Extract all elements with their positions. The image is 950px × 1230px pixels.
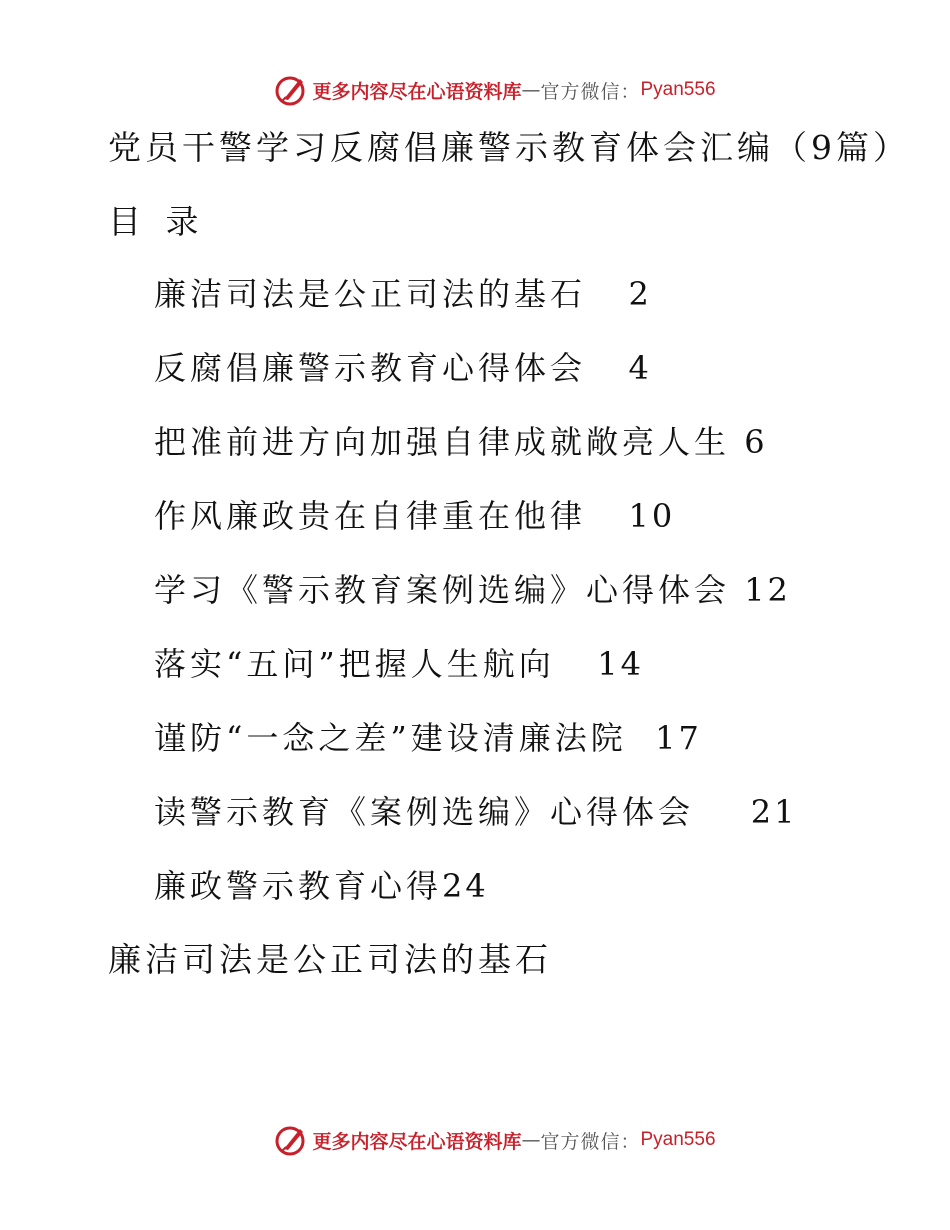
header-watermark-banner <box>0 70 950 110</box>
toc-entry-label: 谨防“一念之差”建设清廉法院 <box>154 719 627 757</box>
toc-entry <box>154 418 797 492</box>
toc-entry-page: 17 <box>655 719 702 757</box>
banner-main-text: 更多内容尽在心语资料库 <box>312 80 522 103</box>
toc-entry-page: 14 <box>597 645 644 683</box>
toc-entry <box>154 492 797 566</box>
banner-wechat-id: Pyan556 <box>640 1129 716 1150</box>
toc-entry-label: 读警示教育《案例选编》心得体会 <box>154 793 695 831</box>
banner-wechat-label: 官方微信： <box>540 1130 641 1153</box>
banner-content <box>274 1123 715 1157</box>
footer-watermark-banner <box>0 1120 950 1160</box>
toc-entry-gap <box>586 275 614 313</box>
toc-entry <box>154 344 797 418</box>
toc-entry <box>154 862 797 936</box>
toc-entry-gap <box>694 793 737 831</box>
toc-entry-page: 4 <box>628 349 652 387</box>
toc-entry-page: 10 <box>628 497 676 535</box>
toc-entry-label: 作风廉政贵在自律重在他律 <box>154 497 587 535</box>
banner-wechat-id: Pyan556 <box>640 79 716 100</box>
document-title: 党员干警学习反腐倡廉警示教育体会汇编（9篇） <box>108 128 910 167</box>
section-heading: 廉洁司法是公正司法的基石 <box>108 940 552 979</box>
toc-entry-gap <box>586 349 614 387</box>
toc-entry-label: 廉政警示教育心得 <box>154 867 443 905</box>
banner-separator: — <box>521 1129 541 1151</box>
toc-entry-label: 廉洁司法是公正司法的基石 <box>154 275 587 313</box>
toc-entry-label: 落实“五问”把握人生航向 <box>154 645 555 683</box>
toc-entry-gap <box>555 645 583 683</box>
banner-wechat-label: 官方微信： <box>540 80 641 103</box>
toc-entry-label: 反腐倡廉警示教育心得体会 <box>154 349 587 387</box>
toc-entry-gap <box>627 719 641 757</box>
table-of-contents <box>154 270 797 936</box>
toc-entry <box>154 566 797 640</box>
toc-entry-page: 21 <box>750 793 798 831</box>
banner-main-text: 更多内容尽在心语资料库 <box>312 1130 522 1153</box>
toc-entry-page: 12 <box>744 571 791 609</box>
banner-separator: — <box>521 79 541 101</box>
toc-entry-label: 把准前进方向加强自律成就敞亮人生 <box>154 423 731 461</box>
quill-logo-icon <box>274 1123 308 1157</box>
toc-entry <box>154 270 797 344</box>
toc-entry <box>154 640 797 714</box>
toc-entry-page: 2 <box>628 275 652 313</box>
toc-entry <box>154 788 797 862</box>
toc-entry-page: 6 <box>744 423 768 461</box>
banner-content <box>274 73 715 107</box>
toc-entry-label: 学习《警示教育案例选编》心得体会 <box>154 571 731 609</box>
quill-logo-icon <box>274 73 308 107</box>
toc-entry-gap <box>586 497 614 535</box>
toc-heading: 目 录 <box>108 202 199 241</box>
toc-entry-page: 24 <box>442 867 489 905</box>
toc-entry <box>154 714 797 788</box>
